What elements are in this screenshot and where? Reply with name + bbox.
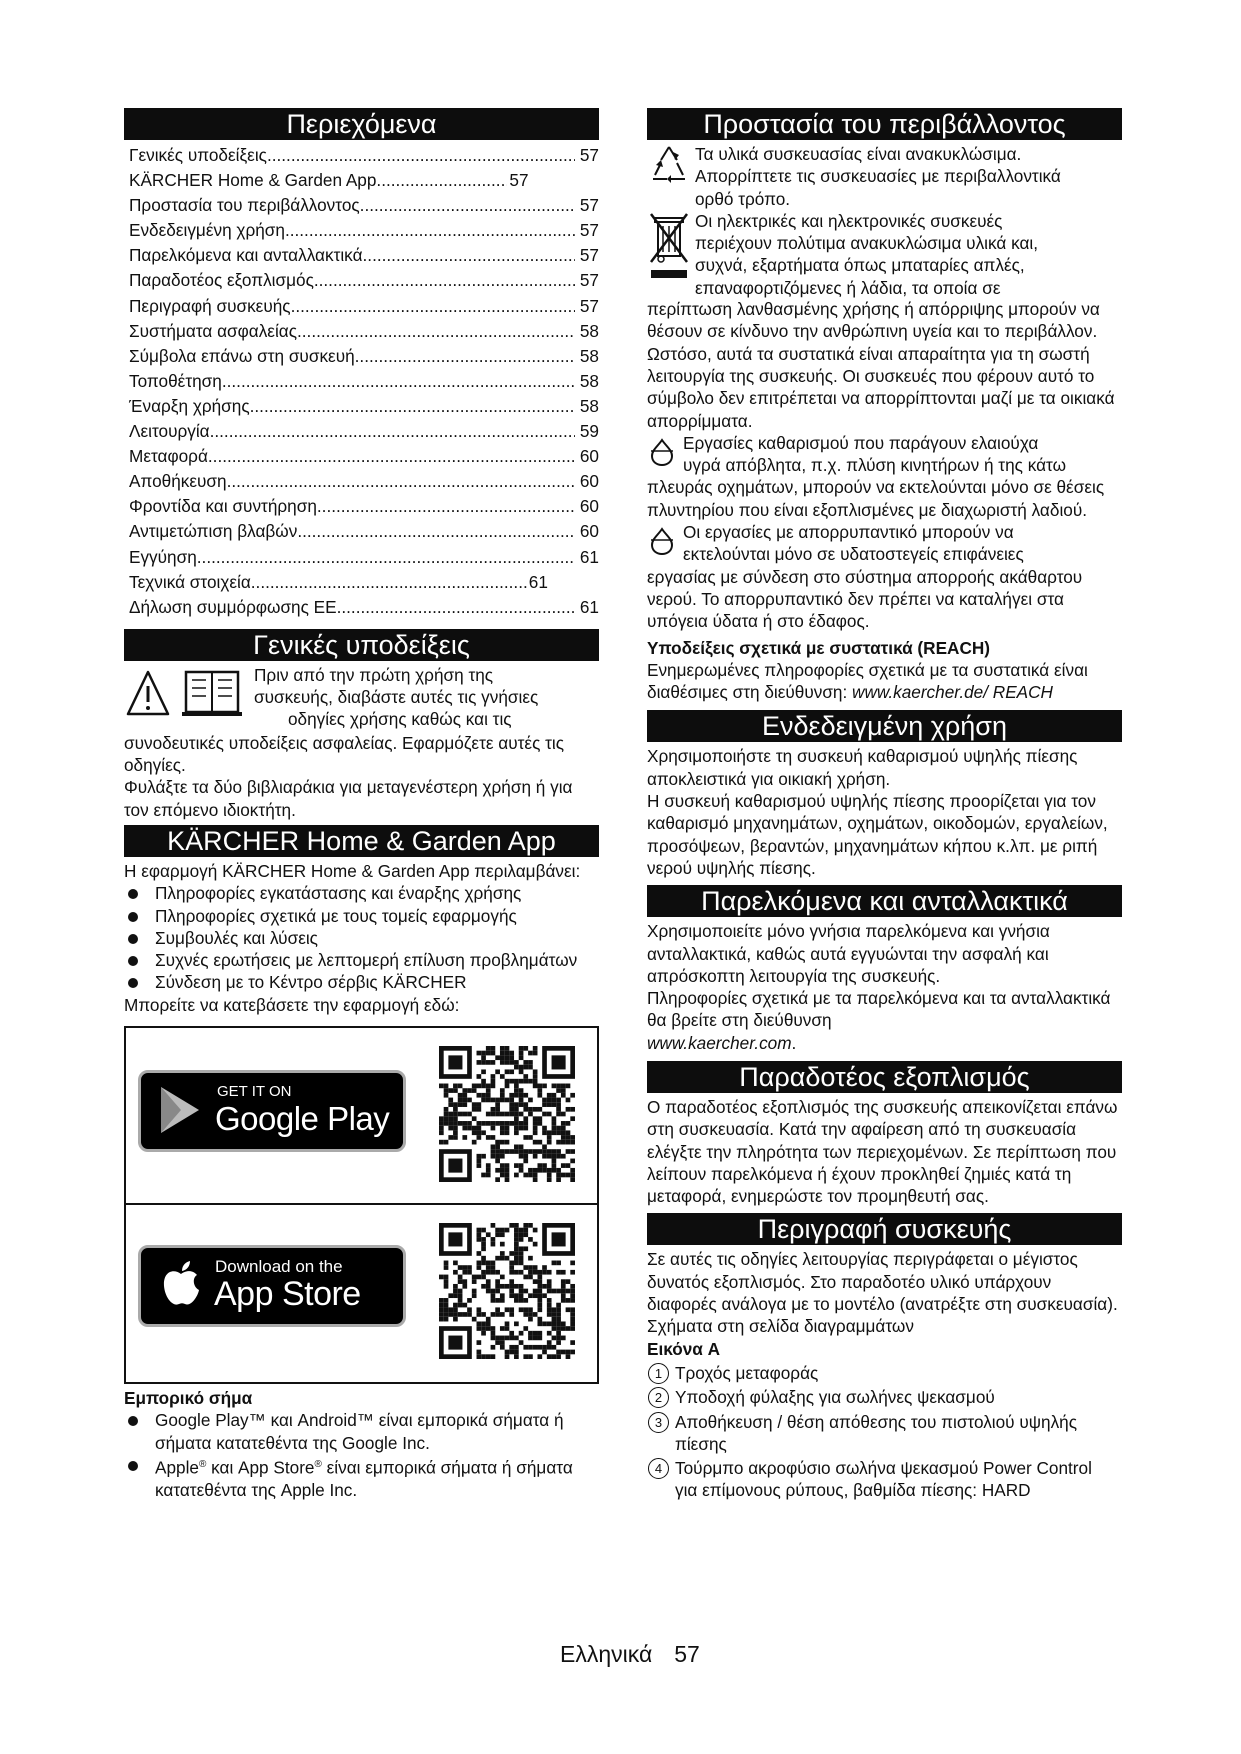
toc-entry[interactable]: Μεταφορά ..... 60 — [129, 444, 599, 469]
toc-entry[interactable]: Παρελκόμενα και ανταλλακτικά ..... 57 — [129, 243, 599, 268]
toc-entry[interactable]: Προστασία του περιβάλλοντος ..... 57 — [129, 193, 599, 218]
item-number: 3 — [648, 1412, 669, 1433]
right-column — [647, 108, 1122, 1502]
reach-paragraph: Ενημερωμένες πληροφορίες σχετικά με τα συστατικά είναι διαθέσιμες στη διεύθυνση: www.kaercher.de/ REACH — [647, 659, 1088, 703]
list-item: 2 Υποδοχή φύλαξης για σωλήνες ψεκασμού — [647, 1386, 1122, 1408]
trademark-heading: Εμπορικό σήμα — [124, 1388, 253, 1409]
figure-label: Εικόνα A — [647, 1338, 721, 1359]
accessories-heading: Παρελκόμενα και ανταλλακτικά — [647, 885, 1122, 917]
google-play-small-label: GET IT ON — [217, 1083, 292, 1101]
toc-entry[interactable]: Γενικές υποδείξεις ..... 57 — [129, 143, 599, 168]
toc-heading: Περιεχόμενα — [124, 108, 599, 140]
google-play-badge[interactable] — [138, 1070, 406, 1152]
list-item: Πληροφορίες εγκατάστασης και έναρξης χρήσης — [124, 882, 599, 904]
toc-entry[interactable]: Αποθήκευση ..... 60 — [129, 469, 599, 494]
list-item: 3 Αποθήκευση / θέση απόθεσης του πιστολιού υψηλής πίεσης — [647, 1411, 1122, 1456]
google-play-big-label: Google Play — [215, 1100, 390, 1138]
weee-line: επαναφορτιζόμενες ή λάδια, τα οποία σε — [695, 277, 1001, 298]
list-item: Πληροφορίες σχετικά με τους τομείς εφαρμογής — [124, 905, 599, 927]
general-paragraph: συνοδευτικές υποδείξεις ασφαλείας. Εφαρμόζετε αυτές τις οδηγίες. — [124, 732, 565, 776]
toc-entry[interactable]: Ενδεδειγμένη χρήση ..... 57 — [129, 218, 599, 243]
item-number: 1 — [648, 1363, 669, 1384]
toc-entry[interactable]: Παραδοτέος εξοπλισμός ..... 57 — [129, 268, 599, 293]
packaging-line: ορθό τρόπο. — [695, 188, 791, 209]
scope-heading: Παραδοτέος εξοπλισμός — [647, 1061, 1122, 1093]
list-item: 4 Τούρμπο ακροφύσιο σωλήνα ψεκασμού Power Control για επίμονους ρύπους, βαθμίδα πίεσης: HARD — [647, 1457, 1122, 1502]
list-item: 1 Τροχός μεταφοράς — [647, 1362, 1122, 1384]
toc-entry[interactable]: KÄRCHER Home & Garden App ..... 57 — [129, 168, 599, 193]
packaging-line: Απορρίπτετε τις συσκευασίες με περιβαλλοντικά — [695, 166, 1061, 187]
left-column — [124, 108, 599, 1501]
oil-note — [647, 432, 1122, 477]
app-store-panel — [126, 1205, 597, 1380]
packaging-note — [647, 143, 1122, 210]
toc-entry[interactable]: Σύμβολα επάνω στη συσκευή ..... 58 — [129, 344, 599, 369]
app-download-text: Μπορείτε να κατεβάσετε την εφαρμογή εδώ: — [124, 994, 460, 1015]
page-footer — [560, 1641, 722, 1668]
page-number: 57 — [674, 1641, 700, 1667]
list-item: Google Play™ και Android™ είναι εμπορικά σήματα ή σήματα κατατεθέντα της Google Inc. — [124, 1409, 599, 1454]
accessories-paragraph: Πληροφορίες σχετικά με τα παρελκόμενα και τα ανταλλακτικά θα βρείτε στη διεύθυνση — [647, 988, 1111, 1031]
general-heading: Γενικές υποδείξεις — [124, 629, 599, 661]
qr-code[interactable] — [439, 1046, 575, 1187]
intended-paragraph: Η συσκευή καθαρισμού υψηλής πίεσης προορίζεται για τον καθαρισμό μηχανημάτων, οχημάτων, οικοδομών, εργαλείων, προσόψεων, βεραντών, μηχανημάτων κήπου κ.λπ. με ριπή νερού υψηλής πίεσης. — [647, 791, 1108, 878]
accessories-paragraph: Χρησιμοποιείτε μόνο γνήσια παρελκόμενα και γνήσια ανταλλακτικά, καθώς αυτά εγγυώνται την ασφαλή και απρόσκοπτη λειτουργία της συσκευής. — [647, 921, 1050, 986]
packaging-line: Τα υλικά συσκευασίας είναι ανακυκλώσιμα. — [695, 144, 1022, 164]
app-intro: Η εφαρμογή KÄRCHER Home & Garden App περιλαμβάνει: — [124, 860, 581, 881]
description-paragraph: Σχήματα στη σελίδα διαγραμμάτων — [647, 1316, 914, 1337]
general-intro-line: συσκευής, διαβάστε αυτές τις γνήσιες — [254, 687, 539, 708]
oil-line: υγρά απόβλητα, π.χ. πλύση κινητήρων ή της κάτω — [683, 455, 1067, 476]
list-item: Σύνδεση με το Κέντρο σέρβις KÄRCHER — [124, 971, 599, 993]
play-triangle-icon — [157, 1085, 203, 1135]
trademark-list — [124, 1409, 599, 1501]
oil-line: Εργασίες καθαρισμού που παράγουν ελαιούχα — [683, 432, 1039, 453]
weee-paragraph: περίπτωση λανθασμένης χρήσης ή απόρριψης μπορούν να θέσουν σε κίνδυνο την ανθρώπινη υγεία και το περιβάλλον. Ωστόσο, αυτά τα συστατικά είναι απαραίτητα για τη σωστή λειτουργία της συσκευής. Οι συσκευές που φέρουν αυτό το σύμβολο δεν επιτρέπεται να απορρίπτονται μαζί με τα οικιακά απορρίμματα. — [647, 299, 1115, 431]
detergent-note — [647, 521, 1122, 566]
intended-use-heading: Ενδεδειγμένη χρήση — [647, 710, 1122, 742]
toc-entry[interactable]: Λειτουργία ..... 59 — [129, 419, 599, 444]
recycle-icon — [647, 143, 695, 209]
water-drop-icon — [647, 521, 683, 565]
toc-entry[interactable]: Τοποθέτηση ..... 58 — [129, 369, 599, 394]
item-number: 4 — [648, 1458, 669, 1479]
toc-entry[interactable]: Εγγύηση ..... 61 — [129, 545, 599, 570]
weee-note — [647, 210, 1122, 299]
water-drop-icon — [647, 432, 683, 476]
reach-heading: Υποδείξεις σχετικά με συστατικά (REACH) — [647, 637, 990, 658]
list-item: Apple® και App Store® είναι εμπορικά σήματα ή σήματα κατατεθέντα της Apple Inc. — [124, 1454, 599, 1501]
toc-entry[interactable]: Δήλωση συμμόρφωσης ΕΕ ..... 61 — [129, 595, 599, 620]
toc-entry[interactable]: Έναρξη χρήσης ..... 58 — [129, 394, 599, 419]
intended-paragraph: Χρησιμοποιήστε τη συσκευή καθαρισμού υψηλής πίεσης αποκλειστικά για οικιακή χρήση. — [647, 746, 1078, 789]
app-store-badge[interactable] — [138, 1245, 406, 1327]
app-store-box — [124, 1026, 599, 1384]
warning-book-icon — [124, 664, 254, 732]
environment-heading: Προστασία του περιβάλλοντος — [647, 108, 1122, 140]
table-of-contents — [124, 143, 599, 620]
toc-entry[interactable]: Φροντίδα και συντήρηση ..... 60 — [129, 494, 599, 519]
kaercher-link[interactable]: www.kaercher.com — [647, 1032, 792, 1053]
description-heading: Περιγραφή συσκευής — [647, 1213, 1122, 1245]
general-intro-line: Πριν από την πρώτη χρήση της — [254, 664, 494, 685]
general-intro — [124, 664, 599, 732]
toc-entry[interactable]: Περιγραφή συσκευής ..... 57 — [129, 294, 599, 319]
app-store-small-label: Download on the — [215, 1257, 343, 1277]
app-feature-list — [124, 882, 599, 993]
general-intro-line: οδηγίες χρήσης καθώς και τις — [288, 709, 512, 730]
item-number: 2 — [648, 1387, 669, 1408]
toc-entry[interactable]: Αντιμετώπιση βλαβών ..... 60 — [129, 519, 599, 544]
app-heading: KÄRCHER Home & Garden App — [124, 825, 599, 857]
footer-language: Ελληνικά — [560, 1641, 653, 1667]
google-play-panel — [126, 1028, 597, 1205]
weee-line: Οι ηλεκτρικές και ηλεκτρονικές συσκευές — [695, 210, 1003, 231]
app-store-big-label: App Store — [214, 1275, 361, 1314]
toc-entry[interactable]: Συστήματα ασφαλείας ..... 58 — [129, 319, 599, 344]
description-paragraph: Σε αυτές τις οδηγίες λειτουργίας περιγράφεται ο μέγιστος δυνατός εξοπλισμός. Στο παραδοτέο υλικό υπάρχουν διαφορές ανάλογα με το μοντέλο (ανατρέξτε στη συσκευασία). — [647, 1249, 1118, 1315]
toc-entry[interactable]: Τεχνικά στοιχεία ..... 61 — [129, 570, 599, 595]
crossed-bin-icon — [647, 210, 695, 298]
list-item: Συχνές ερωτήσεις με λεπτομερή επίλυση προβλημάτων — [124, 949, 599, 971]
detergent-line: εκτελούνται μόνο σε υδατοστεγείς επιφάνειες — [683, 544, 1024, 565]
detergent-paragraph: εργασίας με σύνδεση στο σύστημα απορροής ακάθαρτου νερού. Το απορρυπαντικό δεν πρέπει να καταλήγει στα υπόγεια ύδατα ή στο έδαφος. — [647, 566, 1083, 632]
qr-code[interactable] — [439, 1223, 575, 1364]
apple-icon — [161, 1260, 201, 1308]
weee-line: συχνά, εξαρτήματα όπως μπαταρίες απλές, — [695, 255, 1025, 276]
scope-paragraph: Ο παραδοτέος εξοπλισμός της συσκευής απεικονίζεται επάνω στη συσκευασία. Κατά την αφαίρεση από τη συσκευασία ελέγξτε την πληρότητα των περιεχομένων. Σε περίπτωση που λείπουν παρελκόμενα ή έχουν προκληθεί ζημιές κατά τη μεταφορά, ενημερώστε τον προμηθευτή σας. — [647, 1096, 1118, 1207]
oil-paragraph: πλευράς οχημάτων, μπορούν να εκτελούνται μόνο σε θέσεις πλυντηρίου που είναι εξοπλισμένες με διαχωριστή λαδιού. — [647, 477, 1105, 520]
detergent-line: Οι εργασίες με απορρυπαντικό μπορούν να — [683, 522, 1014, 543]
weee-line: περιέχουν πολύτιμα ανακυκλώσιμα υλικά και, — [695, 233, 1038, 254]
reach-link[interactable]: www.kaercher.de/ REACH — [852, 682, 1053, 703]
list-item: Συμβουλές και λύσεις — [124, 927, 599, 949]
general-paragraph: Φυλάξτε τα δύο βιβλιαράκια για μεταγενέστερη χρήση ή για τον επόμενο ιδιοκτήτη. — [124, 777, 573, 820]
accessories-url-line: www.kaercher.com. — [647, 1032, 797, 1053]
